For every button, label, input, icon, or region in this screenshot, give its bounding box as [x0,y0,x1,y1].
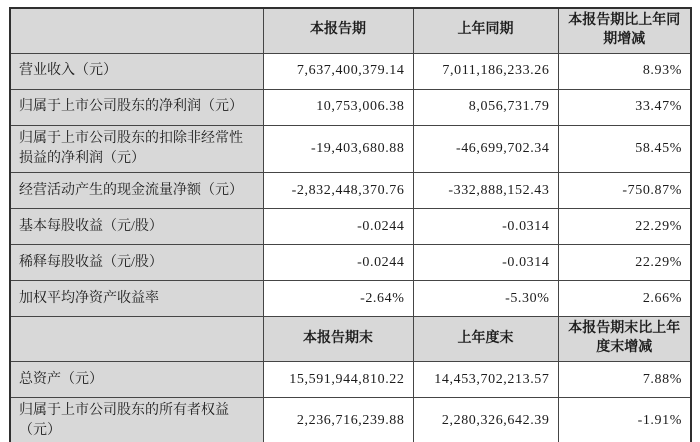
row-label: 经营活动产生的现金流量净额（元） [10,173,263,209]
value-current: 15,591,944,810.22 [263,362,413,398]
value-prior: -5.30% [413,281,558,317]
value-change: 22.29% [558,209,691,245]
period-header-row [10,8,691,53]
row-label: 总资产（元） [10,362,263,398]
value-prior: 2,280,326,642.39 [413,398,558,442]
row-label: 归属于上市公司股东的所有者权益（元） [10,398,263,442]
table-row [10,53,691,89]
row-label: 营业收入（元） [10,53,263,89]
value-prior: -46,699,702.34 [413,125,558,173]
row-label: 加权平均净资产收益率 [10,281,263,317]
col-header-prior-period: 上年同期 [413,8,558,53]
value-current: 7,637,400,379.14 [263,53,413,89]
table-row [10,209,691,245]
value-change: -1.91% [558,398,691,442]
col-header-prior-yearend: 上年度末 [413,317,558,362]
value-current: -0.0244 [263,245,413,281]
col-header-current-period: 本报告期 [263,8,413,53]
table-row [10,125,691,173]
value-change: -750.87% [558,173,691,209]
value-change: 22.29% [558,245,691,281]
row-label: 归属于上市公司股东的净利润（元） [10,89,263,125]
value-current: -2.64% [263,281,413,317]
value-current: -0.0244 [263,209,413,245]
value-change: 33.47% [558,89,691,125]
row-label: 基本每股收益（元/股） [10,209,263,245]
value-prior: -0.0314 [413,245,558,281]
col-header-current-yearend: 本报告期末 [263,317,413,362]
value-prior: 14,453,702,213.57 [413,362,558,398]
row-label: 稀释每股收益（元/股） [10,245,263,281]
value-change: 58.45% [558,125,691,173]
col-header-yearend-change: 本报告期末比上年度末增减 [558,317,691,362]
corner-cell [10,317,263,362]
row-label: 归属于上市公司股东的扣除非经常性损益的净利润（元） [10,125,263,173]
corner-cell [10,8,263,53]
financial-summary-table [9,7,692,442]
table-row [10,362,691,398]
table-row [10,173,691,209]
value-prior: 8,056,731.79 [413,89,558,125]
value-change: 8.93% [558,53,691,89]
col-header-period-change: 本报告期比上年同期增减 [558,8,691,53]
value-change: 2.66% [558,281,691,317]
value-current: -19,403,680.88 [263,125,413,173]
value-prior: -0.0314 [413,209,558,245]
yearend-header-row [10,317,691,362]
value-change: 7.88% [558,362,691,398]
table-row [10,281,691,317]
value-prior: -332,888,152.43 [413,173,558,209]
table-row [10,398,691,442]
table-row [10,245,691,281]
value-current: -2,832,448,370.76 [263,173,413,209]
value-prior: 7,011,186,233.26 [413,53,558,89]
table-row [10,89,691,125]
value-current: 10,753,006.38 [263,89,413,125]
value-current: 2,236,716,239.88 [263,398,413,442]
